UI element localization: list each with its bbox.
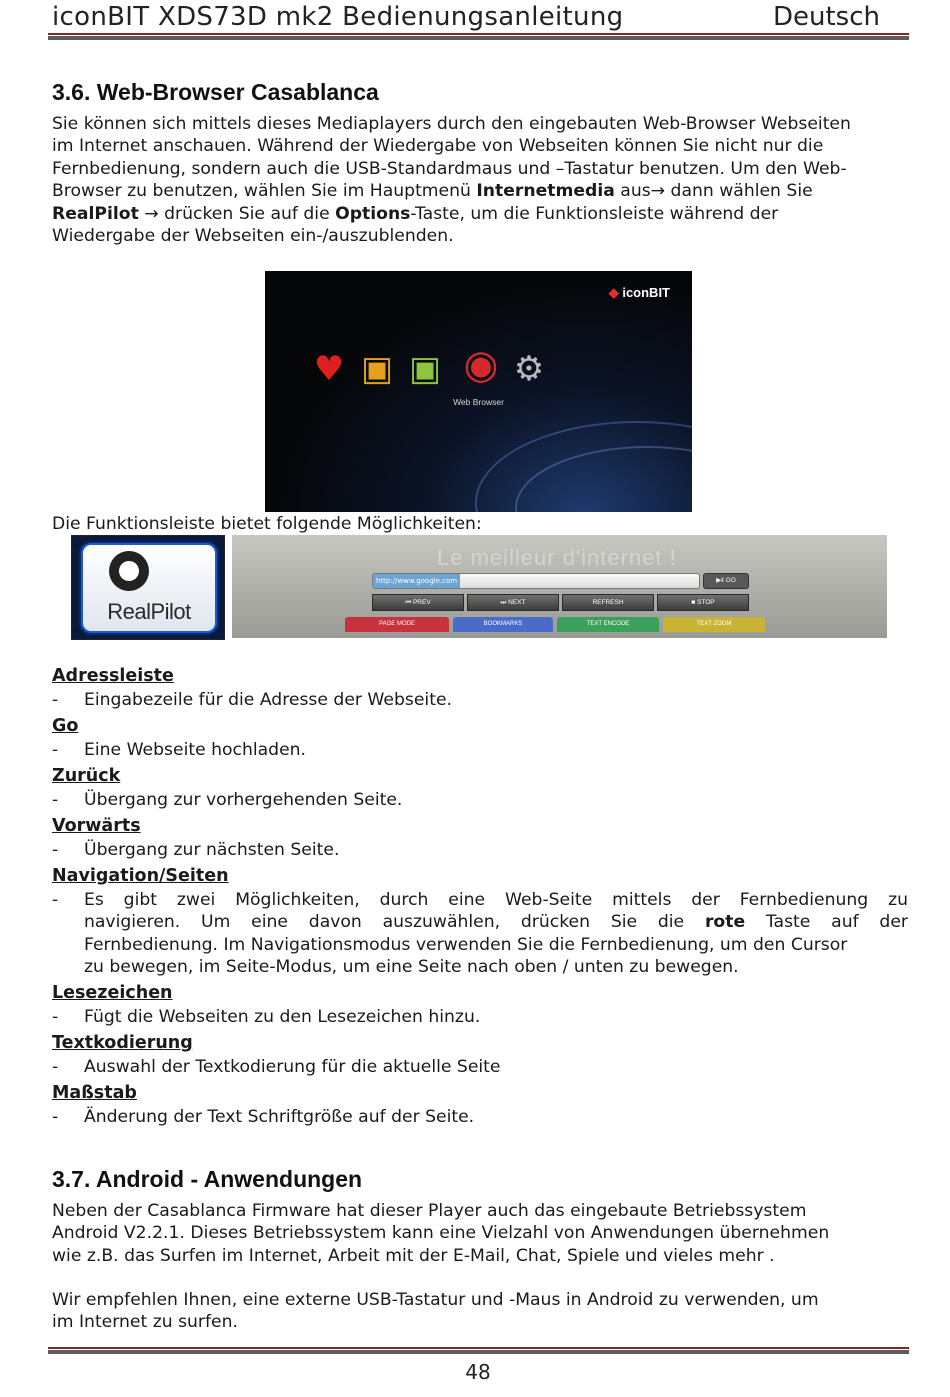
- text-run: → drücken Sie auf die: [138, 203, 336, 224]
- refresh-button: [562, 594, 654, 611]
- realpilot-frame: [81, 543, 217, 633]
- settings-gear-icon: ⚙: [513, 349, 545, 389]
- feature-title-bookmarks: Lesezeichen: [52, 983, 173, 1003]
- text-encode-button: TEXT ENCODE: [557, 617, 659, 632]
- feature-desc-address-bar: [52, 689, 908, 711]
- feature-desc-text: Eingabezeile für die Adresse der Webseite.: [84, 690, 452, 710]
- options-term: Options: [335, 203, 411, 224]
- android-line: Wir empfehlen Ihnen, eine externe USB-Tastatur und -Maus in Android zu verwenden, um: [52, 1290, 819, 1310]
- feature-title-text-encoding: Textkodierung: [52, 1033, 193, 1053]
- stop-button: ■ STOP: [657, 594, 749, 611]
- toolbar-intro-text: Die Funktionsleiste bietet folgende Möglichkeiten:: [52, 514, 482, 534]
- text-run: navigieren. Um eine davon auszuwählen, drücken Sie die: [84, 912, 705, 933]
- navigation-line: [84, 911, 908, 933]
- list-dash: -: [52, 690, 59, 710]
- text-run: -Taste, um die Funktionsleiste während der: [410, 203, 779, 224]
- page-mode-button: PAGE MODE: [345, 617, 449, 632]
- feature-desc-text: Übergang zur vorhergehenden Seite.: [84, 790, 403, 810]
- realpilot-badge: [71, 535, 225, 640]
- intro-line: im Internet anschauen. Während der Wiedergabe von Webseiten können Sie nicht nur die: [52, 136, 824, 157]
- intro-line: Sie können sich mittels dieses Mediaplayers durch den eingebauten Web-Browser Webseiten: [52, 114, 851, 134]
- list-dash: -: [52, 840, 59, 860]
- navigation-line: Es gibt zwei Möglichkeiten, durch eine Web-Seite mittels der Fernbedienung zu: [84, 890, 908, 910]
- section-heading-web-browser: 3.6. Web-Browser Casablanca: [52, 79, 379, 105]
- brand-text: iconBIT: [622, 285, 670, 300]
- intro-line: [52, 203, 908, 225]
- address-bar: [372, 573, 700, 589]
- feature-desc-bookmarks: [52, 1006, 908, 1028]
- text-run: Taste auf der: [745, 912, 908, 933]
- feature-title-scale: Maßstab: [52, 1083, 137, 1103]
- header-title: iconBIT XDS73D mk2 Bedienungsanleitung: [52, 2, 624, 32]
- bookmarks-button: BOOKMARKS: [453, 617, 553, 632]
- feature-title-forward: Vorwärts: [52, 816, 141, 836]
- tools-box-icon: ▣: [360, 349, 394, 389]
- android-line: Neben der Casablanca Firmware hat dieser Player auch das eingebaute Betriebssystem: [52, 1201, 807, 1221]
- feature-desc-text: Eine Webseite hochladen.: [84, 740, 307, 760]
- feature-title-navigation: Navigation/Seiten: [52, 866, 229, 886]
- header-rule: [48, 33, 909, 40]
- refresh-label: REFRESH: [592, 599, 624, 606]
- feature-desc-text: Änderung der Text Schriftgröße auf der Seite.: [84, 1107, 475, 1127]
- list-dash: -: [52, 1107, 59, 1127]
- list-dash: -: [52, 740, 59, 760]
- internetmedia-term: Internetmedia: [476, 181, 615, 202]
- toolbar-intro: [52, 513, 908, 535]
- navigation-line: zu bewegen, im Seite-Modus, um eine Seite nach oben / unten zu bewegen.: [84, 957, 739, 978]
- page-header: [52, 0, 880, 34]
- feature-desc-forward: [52, 839, 908, 861]
- feature-title-address-bar: Adressleiste: [52, 666, 174, 686]
- android-recommendation: [52, 1289, 908, 1334]
- feature-desc-text: Fügt die Webseiten zu den Lesezeichen hinzu.: [84, 1007, 481, 1027]
- list-dash: -: [52, 890, 59, 910]
- intro-line: [52, 180, 908, 202]
- feature-desc-navigation: [52, 889, 908, 979]
- navigation-line: Fernbedienung. Im Navigationsmodus verwenden Sie die Fernbedienung, um den Cursor: [84, 934, 848, 955]
- toolbar-background-text: Le meilleur d'internet !: [437, 545, 677, 570]
- section-heading-android: 3.7. Android - Anwendungen: [52, 1166, 363, 1192]
- go-label: GO: [725, 577, 736, 584]
- realpilot-turtle-icon: [109, 551, 149, 591]
- page-number: 48: [465, 1360, 491, 1384]
- web-browser-caption: Web Browser: [453, 397, 504, 407]
- feature-desc-scale: [52, 1106, 908, 1128]
- feature-desc-text: Auswahl der Textkodierung für die aktuelle Seite: [84, 1057, 501, 1077]
- realpilot-term: RealPilot: [52, 203, 139, 224]
- android-line: wie z.B. das Surfen im Internet, Arbeit mit der E-Mail, Chat, Spiele und vieles mehr .: [52, 1245, 775, 1266]
- header-language: Deutsch: [772, 2, 880, 32]
- android-line: im Internet zu surfen.: [52, 1312, 238, 1333]
- feature-desc-go: [52, 739, 908, 761]
- next-button: ⏭ NEXT: [467, 594, 559, 611]
- feature-title-back: Zurück: [52, 766, 121, 786]
- iconbit-logo: ◆ iconBIT: [608, 285, 670, 300]
- next-label: NEXT: [508, 599, 526, 606]
- realpilot-label: RealPilot: [107, 599, 191, 624]
- text-run: Browser zu benutzen, wählen Sie im Hauptmenü: [52, 181, 477, 202]
- android-box-icon: ▣: [408, 349, 442, 389]
- intro-line: Wiedergabe der Webseiten ein-/auszublenden.: [52, 226, 454, 247]
- function-toolbar-screenshot: [232, 535, 887, 638]
- text-zoom-button: TEXT ZOOM: [663, 617, 765, 632]
- list-dash: -: [52, 1057, 59, 1077]
- list-dash: -: [52, 1007, 59, 1027]
- feature-desc-body: [84, 889, 908, 979]
- favorites-heart-icon: ♥: [313, 349, 345, 389]
- text-run: aus→ dann wählen Sie: [614, 181, 813, 202]
- footer-rule: [48, 1347, 909, 1354]
- feature-desc-text-encoding: [52, 1056, 908, 1078]
- address-bar-url: http://www.google.com: [373, 574, 460, 588]
- feature-desc-text: Übergang zur nächsten Seite.: [84, 840, 340, 860]
- list-dash: -: [52, 790, 59, 810]
- feature-title-go: Go: [52, 716, 79, 736]
- stop-label: STOP: [697, 599, 715, 606]
- prev-button: ⏮ PREV: [372, 594, 464, 611]
- intro-line: Fernbedienung, sondern auch die USB-Standardmaus und –Tastatur benutzen. Um den Web-: [52, 158, 847, 179]
- prev-label: PREV: [412, 599, 431, 606]
- android-paragraph: [52, 1200, 908, 1267]
- intro-paragraph: [52, 113, 908, 247]
- go-button: ▶‖ GO: [703, 573, 749, 589]
- red-key-term: rote: [704, 912, 746, 933]
- web-browser-icon: ◉: [463, 342, 499, 388]
- android-line: Android V2.2.1. Dieses Betriebssystem kann eine Vielzahl von Anwendungen übernehmen: [52, 1223, 830, 1244]
- feature-desc-back: [52, 789, 908, 811]
- main-menu-screenshot: [265, 271, 692, 512]
